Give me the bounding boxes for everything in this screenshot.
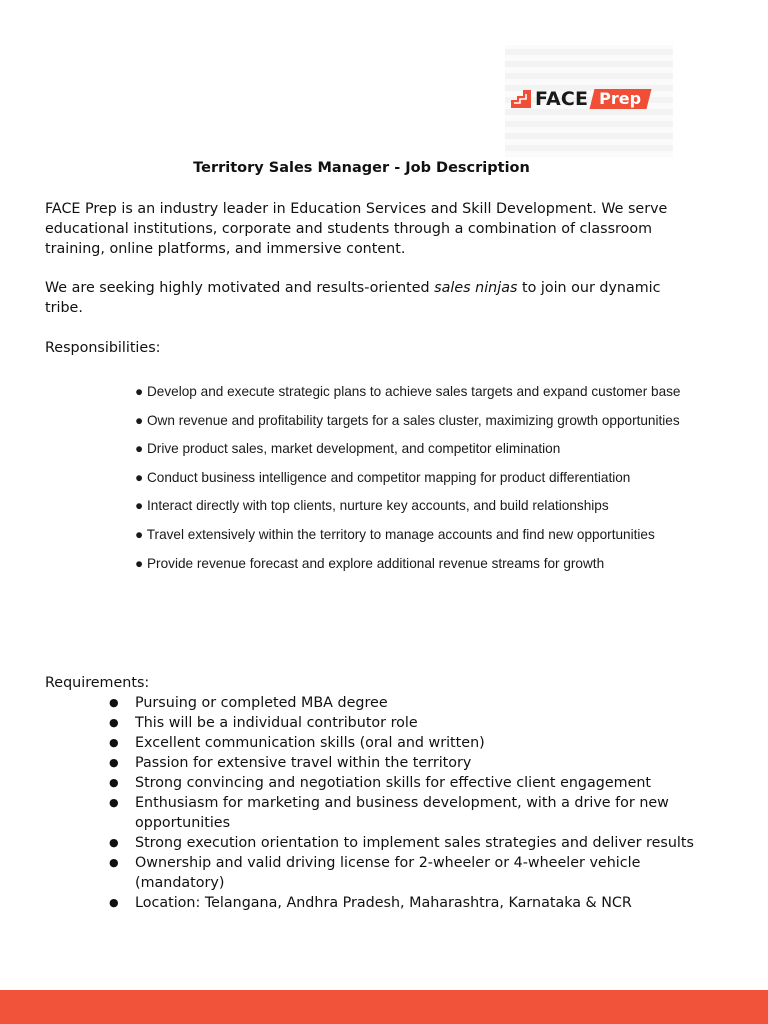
requirements-heading: Requirements: xyxy=(45,675,150,691)
logo-text-prep-badge: Prep xyxy=(590,89,652,109)
responsibilities-heading: Responsibilities: xyxy=(45,340,161,356)
list-item: ● Conduct business intelligence and competitor mapping for product differentiation xyxy=(135,469,631,485)
bullet-icon: ● xyxy=(109,716,119,729)
list-item: ● Enthusiasm for marketing and business development, with a drive for new opportunities xyxy=(109,795,669,831)
bullet-icon: ● xyxy=(109,796,119,809)
footer-accent-bar xyxy=(0,990,768,1024)
bullet-icon: ● xyxy=(109,736,119,749)
bullet-icon: ● xyxy=(109,756,119,769)
bullet-icon: ● xyxy=(109,896,119,909)
requirements-list xyxy=(109,693,709,913)
list-item: ● Strong execution orientation to implement sales strategies and deliver results xyxy=(109,835,694,851)
face-prep-logo xyxy=(511,89,649,109)
list-item: ● Pursuing or completed MBA degree xyxy=(109,695,388,711)
page-title: Territory Sales Manager - Job Description xyxy=(193,160,530,176)
list-item: ● Passion for extensive travel within the territory xyxy=(109,755,472,771)
bullet-icon: ● xyxy=(109,776,119,789)
list-item: ● Drive product sales, market development, and competitor elimination xyxy=(135,441,561,457)
list-item: ● Own revenue and profitability targets for a sales cluster, maximizing growth opportunities xyxy=(135,412,680,428)
list-item: ● Provide revenue forecast and explore additional revenue streams for growth xyxy=(135,555,605,571)
list-item: ● Develop and execute strategic plans to achieve sales targets and expand customer base xyxy=(135,384,681,399)
face-prep-stair-icon xyxy=(511,90,531,108)
logo-container xyxy=(505,45,673,157)
responsibilities-list xyxy=(135,378,695,578)
seeking-paragraph: We are seeking highly motivated and results-oriented sales ninjas to join our dynamic tribe. xyxy=(45,280,661,316)
bullet-icon: ● xyxy=(109,836,119,849)
bullet-icon: ● xyxy=(109,696,119,709)
intro-paragraph: FACE Prep is an industry leader in Education Services and Skill Development. We serve educational institutions, corporate and students through a combination of classroom training, online platforms, and immersive content. xyxy=(45,201,668,257)
sales-ninjas-emphasis: sales ninjas xyxy=(434,280,518,296)
list-item: ● Travel extensively within the territory to manage accounts and find new opportunities xyxy=(135,526,655,542)
list-item: ● Ownership and valid driving license for 2-wheeler or 4-wheeler vehicle (mandatory) xyxy=(109,855,641,891)
list-item: ● Location: Telangana, Andhra Pradesh, Maharashtra, Karnataka & NCR xyxy=(109,895,632,911)
list-item: ● Interact directly with top clients, nurture key accounts, and build relationships xyxy=(135,498,609,514)
bullet-icon: ● xyxy=(109,856,119,869)
list-item: ● Strong convincing and negotiation skills for effective client engagement xyxy=(109,775,652,791)
list-item: ● Excellent communication skills (oral and written) xyxy=(109,735,485,751)
list-item: ● This will be a individual contributor role xyxy=(109,715,418,731)
logo-text-face: FACE xyxy=(535,88,589,110)
